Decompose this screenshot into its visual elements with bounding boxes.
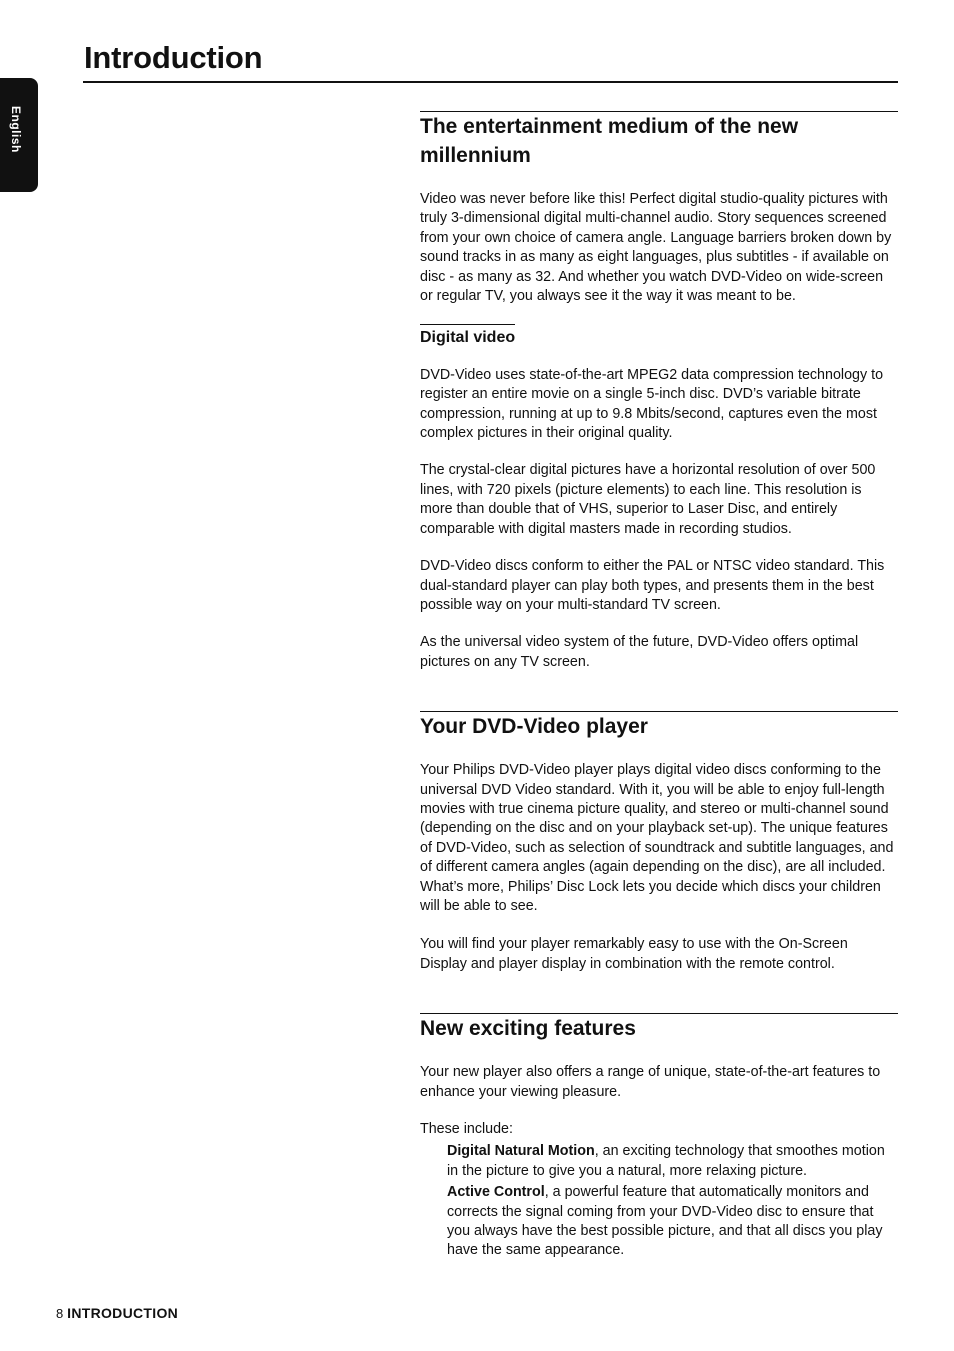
title-rule	[83, 81, 898, 83]
paragraph: Video was never before like this! Perfect digital studio-quality pictures with truly 3-dimensional digital multi-channel audio. Story sequences screened from your own choice of camera angle. Language barriers broken down by sound tracks in as many as eight languages, plus subtitles - if available on disc - as many as 32. And whether you watch DVD-Video on wide-screen or regular TV, you always see it the way it was meant to be.	[420, 191, 892, 305]
feature-item	[447, 1183, 898, 1261]
paragraph: Your Philips DVD-Video player plays digital video discs conforming to the universal DVD Video standard. With it, you will be able to enjoy full-length movies with true cinema picture quality, and stereo or multi-channel sound (depending on the disc and on your playback set-up). The unique features of DVD-Video, such as selection of soundtrack and subtitle languages, and of different camera angles (again depending on the disc), are all included. What’s more, Philips’ Disc Lock lets you decide which discs your children will be able to see.	[420, 762, 894, 914]
feature-text: , a powerful feature that automatically monitors and corrects the signal coming from your DVD-Video disc to ensure that you always have the best possible picture, and that all discs you play have the same appearance.	[447, 1184, 883, 1259]
section-heading-medium: The entertainment medium of the new millennium	[420, 115, 799, 167]
paragraph: These include:	[420, 1121, 513, 1137]
paragraph: The crystal-clear digital pictures have a horizontal resolution of over 500 lines, with 720 pixels (picture elements) to each line. This resolution is more than double that of VHS, superior to Laser Disc, and entirely comparable with digital masters made in recording studios.	[420, 462, 876, 537]
paragraph: Your new player also offers a range of unique, state-of-the-art features to enhance your viewing pleasure.	[420, 1064, 881, 1100]
paragraph: You will find your player remarkably easy to use with the On-Screen Display and player display in combination with the remote control.	[420, 936, 848, 972]
section-heading-player: Your DVD-Video player	[420, 715, 648, 739]
page-footer	[56, 1305, 178, 1321]
paragraph: DVD-Video discs conform to either the PAL or NTSC video standard. This dual-standard player can play both types, and presents them in the best possible way on your multi-standard TV screen.	[420, 558, 885, 613]
content-column	[420, 111, 898, 1261]
feature-name: Digital Natural Motion	[447, 1143, 595, 1160]
subheading-digital-video: Digital video	[420, 324, 515, 348]
language-tab-label: English	[9, 106, 23, 153]
feature-name: Active Control	[447, 1184, 545, 1201]
feature-text: , an exciting technology that smoothes motion in the picture to give you a natural, more relaxing picture.	[447, 1143, 885, 1179]
feature-item	[447, 1142, 898, 1181]
paragraph: As the universal video system of the future, DVD-Video offers optimal pictures on any TV screen.	[420, 634, 859, 670]
section-heading-features: New exciting features	[420, 1017, 636, 1041]
page-number: 8	[56, 1306, 64, 1321]
page-title: Introduction	[84, 40, 263, 75]
footer-section-label: INTRODUCTION	[67, 1305, 179, 1321]
paragraph: DVD-Video uses state-of-the-art MPEG2 data compression technology to register an entire movie on a single 5-inch disc. DVD’s variable bitrate compression, running at up to 9.8 Mbits/second, captures even the most complex pictures in their original quality.	[420, 366, 884, 442]
language-tab	[0, 78, 38, 192]
